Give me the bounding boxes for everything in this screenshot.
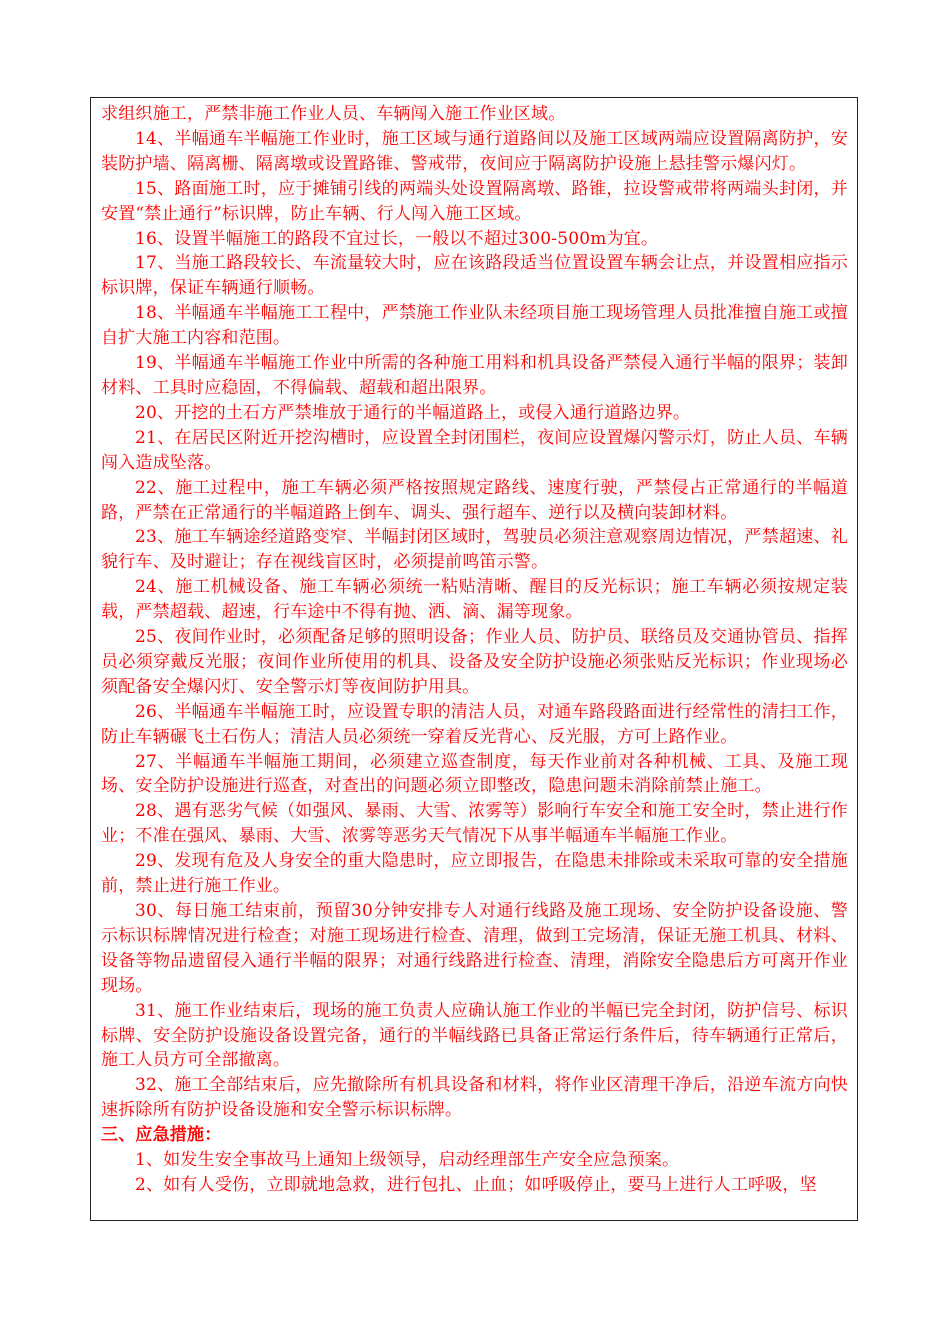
- paragraph-item-31: 31、施工作业结束后，现场的施工负责人应确认施工作业的半幅已完全封闭，防护信号、标识标牌、安全防护设施设备设置完备，通行的半幅线路已具备正常运行条件后，待车辆通行正常后，施工人员方可全部撤离。: [101, 1000, 848, 1071]
- paragraph-item-16: 16、设置半幅施工的路段不宜过长，一般以不超过300-500m为宜。: [135, 228, 659, 249]
- paragraph-item-19: 19、半幅通车半幅施工作业中所需的各种施工用料和机具设备严禁侵入通行半幅的限界；装卸材料、工具时应稳固，不得偏载、超载和超出限界。: [101, 353, 848, 398]
- paragraph-item-29: 29、发现有危及人身安全的重大隐患时，应立即报告，在隐患未排除或未采取可靠的安全措施前，禁止进行施工作业。: [101, 851, 848, 897]
- paragraph-item-26: 26、半幅通车半幅施工时，应设置专职的清洁人员，对通车路段路面进行经常性的清扫工作，防止车辆碾飞土石伤人；清洁人员必须统一穿着反光背心、反光服，方可上路作业。: [101, 701, 848, 747]
- paragraph-item-18: 18、半幅通车半幅施工工程中，严禁施工作业队未经项目施工现场管理人员批准擅自施工或擅自扩大施工内容和范围。: [101, 303, 848, 349]
- section-heading-emergency: 三、应急措施：: [101, 1125, 222, 1146]
- document-frame: [90, 97, 858, 1221]
- paragraph-item-20: 20、开挖的土石方严禁堆放于通行的半幅道路上，或侵入通行道路边界。: [135, 402, 691, 423]
- paragraph-emergency-1: 1、如发生安全事故马上通知上级领导，启动经理部生产安全应急预案。: [135, 1150, 680, 1171]
- document-body: [101, 102, 848, 1198]
- paragraph-continuation: 求组织施工，严禁非施工作业人员、车辆闯入施工作业区域。: [101, 104, 566, 124]
- paragraph-item-17: 17、当施工路段较长、车流量较大时，应在该路段适当位置设置车辆会让点，并设置相应指示标识牌，保证车辆通行顺畅。: [101, 253, 848, 299]
- paragraph-item-14: 14、半幅通车半幅施工作业时，施工区域与通行道路间以及施工区域两端应设置隔离防护，安装防护墙、隔离栅、隔离墩或设置路锥、警戒带，夜间应于隔离防护设施上悬挂警示爆闪灯。: [101, 128, 848, 174]
- paragraph-emergency-2: 2、如有人受伤，立即就地急救，进行包扎、止血；如呼吸停止，要马上进行人工呼吸，坚: [135, 1174, 817, 1195]
- paragraph-item-25: 25、夜间作业时，必须配备足够的照明设备；作业人员、防护员、联络员及交通协管员、指挥员必须穿戴反光服；夜间作业所使用的机具、设备及安全防护设施必须张贴反光标识；作业现场必须配备安全爆闪灯、安全警示灯等夜间防护用具。: [101, 627, 848, 697]
- paragraph-item-27: 27、半幅通车半幅施工期间，必须建立巡查制度，每天作业前对各种机械、工具、及施工现场、安全防护设施进行巡查，对查出的问题必须立即整改，隐患问题未消除前禁止施工。: [101, 751, 848, 797]
- paragraph-item-22: 22、施工过程中，施工车辆必须严格按照规定路线、速度行驶，严禁侵占正常通行的半幅道路，严禁在正常通行的半幅道路上倒车、调头、强行超车、逆行以及横向装卸材料。: [101, 477, 848, 523]
- paragraph-item-28: 28、遇有恶劣气候（如强风、暴雨、大雪、浓雾等）影响行车安全和施工安全时，禁止进行作业；不准在强风、暴雨、大雪、浓雾等恶劣天气情况下从事半幅通车半幅施工作业。: [101, 801, 848, 847]
- paragraph-item-24: 24、施工机械设备、施工车辆必须统一粘贴清晰、醒目的反光标识；施工车辆必须按规定装载，严禁超载、超速，行车途中不得有抛、洒、滴、漏等现象。: [101, 577, 848, 623]
- paragraph-item-23: 23、施工车辆途经道路变窄、半幅封闭区域时，驾驶员必须注意观察周边情况，严禁超速、礼貌行车、及时避让；存在视线盲区时，必须提前鸣笛示警。: [101, 527, 848, 573]
- paragraph-item-21: 21、在居民区附近开挖沟槽时，应设置全封闭围栏，夜间应设置爆闪警示灯，防止人员、车辆闯入造成坠落。: [101, 427, 848, 473]
- paragraph-item-32: 32、施工全部结束后，应先撤除所有机具设备和材料，将作业区清理干净后，沿逆车流方向快速拆除所有防护设备设施和安全警示标识标牌。: [101, 1075, 848, 1121]
- paragraph-item-15: 15、路面施工时，应于摊铺引线的两端头处设置隔离墩、路锥，拉设警戒带将两端头封闭，并安置“禁止通行”标识牌，防止车辆、行人闯入施工区域。: [101, 178, 848, 224]
- paragraph-item-30: 30、每日施工结束前，预留30分钟安排专人对通行线路及施工现场、安全防护设备设施、警示标识标牌情况进行检查；对施工现场进行检查、清理，做到工完场清，保证无施工机具、材料、设备等物品遗留侵入通行半幅的限界；对通行线路进行检查、清理，消除安全隐患后方可离开作业现场。: [101, 901, 848, 996]
